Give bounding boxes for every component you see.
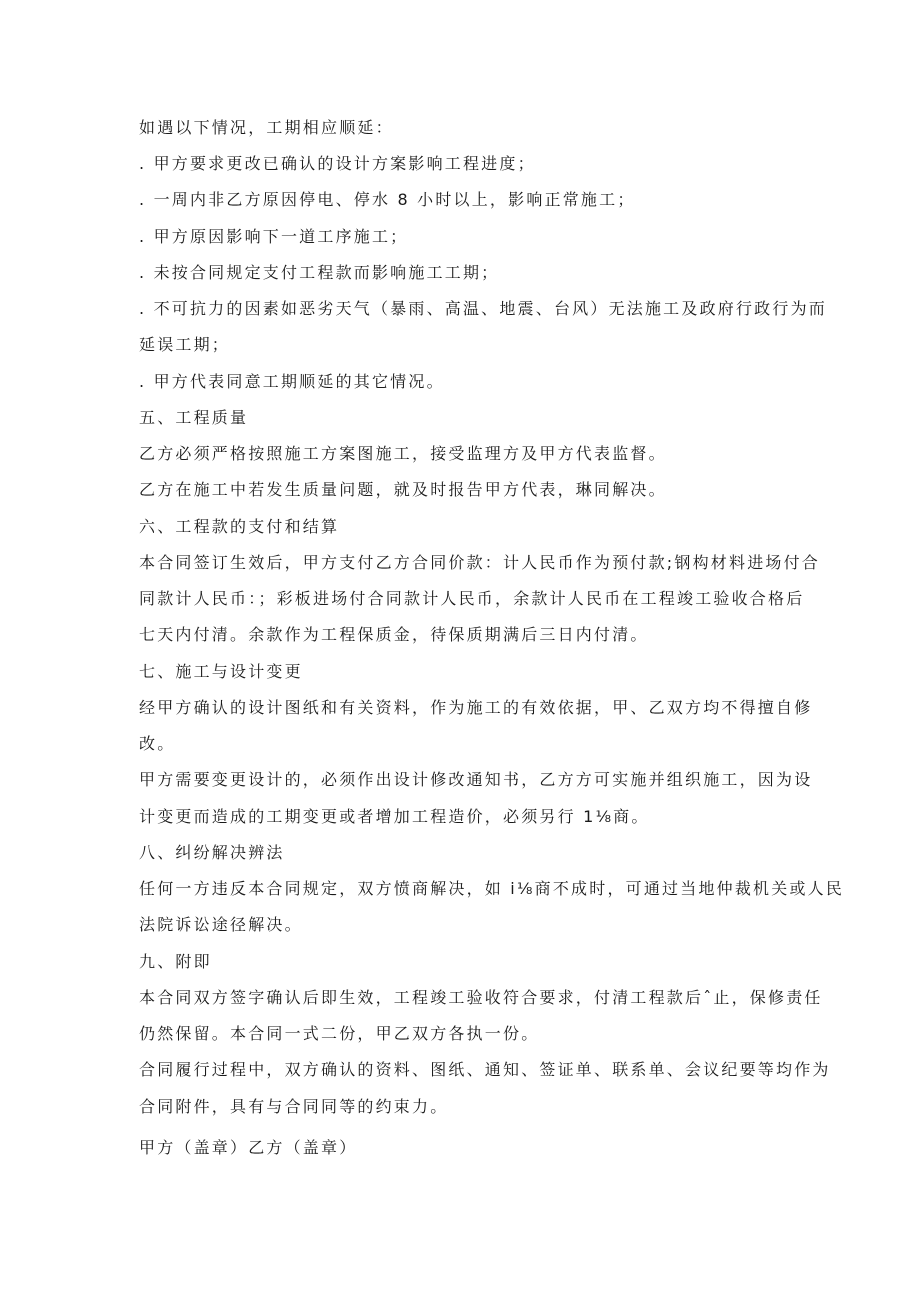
text-line: 乙方必须严格按照施工方案图施工，接受监理方及甲方代表监督。 <box>139 444 667 463</box>
list-item: . 甲方代表同意工期顺延的其它情况。 <box>139 372 445 391</box>
text-line: 七天内付清。余款作为工程保质金，待保质期满后三日内付清。 <box>139 625 649 644</box>
text-line: 法院诉讼途径解决。 <box>139 915 303 934</box>
text-line: 改。 <box>139 734 176 753</box>
text-line: 合同履行过程中，双方确认的资料、图纸、通知、签证单、联系单、会议纪要等均作为 <box>139 1060 831 1079</box>
text-line: 仍然保留。本合同一式二份，甲乙双方各执一份。 <box>139 1024 540 1043</box>
text-line: 本合同签订生效后，甲方支付乙方合同价款：计人民币作为预付款;钢构材料进场付合 <box>139 553 820 572</box>
text-line: 本合同双方签字确认后即生效，工程竣工验收符合要求，付清工程款后ˆ止，保修责任 <box>139 988 823 1007</box>
signature-line: 甲方（盖章）乙方（盖章） <box>139 1138 358 1157</box>
section-heading: 九、附即 <box>139 952 212 971</box>
text-line: 同款计人民币：；彩板进场付合同款计人民币，余款计人民币在工程竣工验收合格后 <box>139 589 805 608</box>
section-heading: 五、工程质量 <box>139 408 249 427</box>
section-heading: 七、施工与设计变更 <box>139 662 303 681</box>
section-heading: 八、纠纷解决辨法 <box>139 843 285 862</box>
list-item: . 一周内非乙方原因停电、停水 8 小时以上，影响正常施工； <box>139 190 636 209</box>
list-item: . 不可抗力的因素如恶劣天气（暴雨、高温、地震、台风）无法施工及政府行政行为而 <box>139 299 827 318</box>
text-line: 合同附件，具有与合同同等的约束力。 <box>139 1097 449 1116</box>
text-line: 甲方需要变更设计的，必须作出设计修改通知书，乙方方可实施并组织施工，因为设 <box>139 770 813 789</box>
list-item: . 甲方原因影响下一道工序施工； <box>139 227 409 246</box>
list-item: . 未按合同规定支付工程款而影响施工工期； <box>139 263 500 282</box>
text-line: 乙方在施工中若发生质量问题，就及时报告甲方代表，琳同解决。 <box>139 480 667 499</box>
text-line: 任何一方违反本合同规定，双方愤商解决，如 i⅛商不成时，可通过当地仲裁机关或人民 <box>139 879 845 898</box>
text-line: 如遇以下情况，工期相应顺延： <box>139 118 394 137</box>
section-heading: 六、工程款的支付和结算 <box>139 517 340 536</box>
list-item: . 甲方要求更改已确认的设计方案影响工程进度； <box>139 154 536 173</box>
text-line: 延误工期； <box>139 335 231 354</box>
text-line: 经甲方确认的设计图纸和有关资料，作为施工的有效依据，甲、乙双方均不得擅自修 <box>139 698 813 717</box>
text-line: 计变更而造成的工期变更或者增加工程造价，必须另行 1⅛商。 <box>139 807 650 826</box>
